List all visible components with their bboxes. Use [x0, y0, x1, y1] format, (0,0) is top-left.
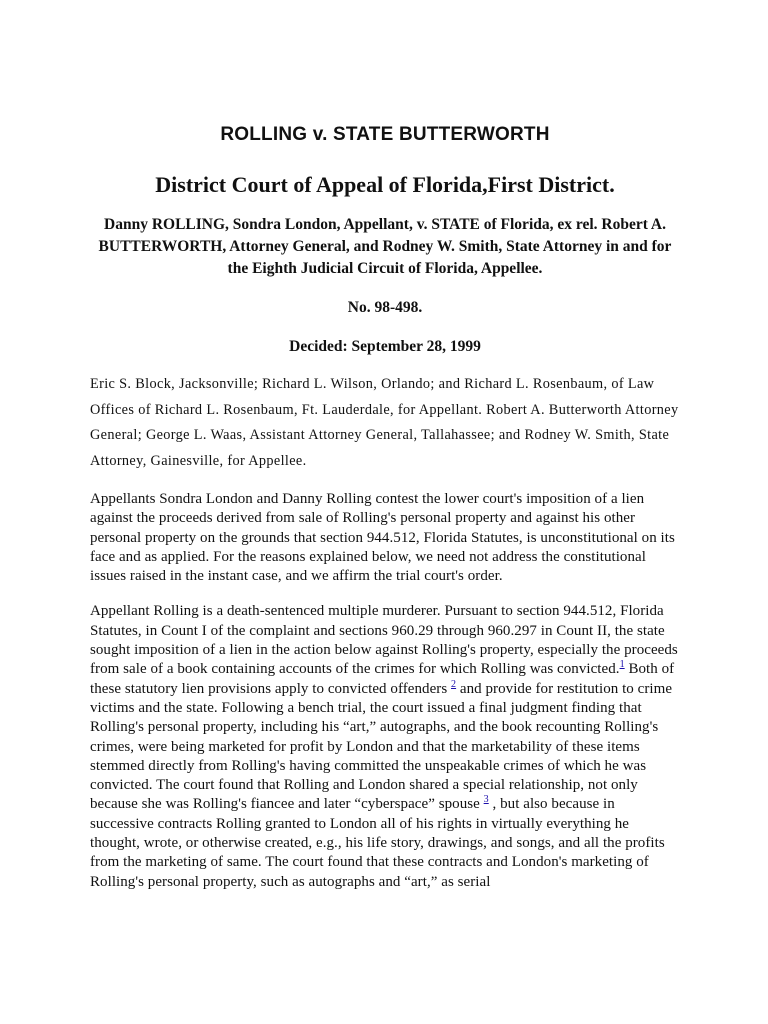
- case-parties: Danny ROLLING, Sondra London, Appellant, v. STATE of Florida, ex rel. Robert A. BUTTERWORTH, Attorney General, and Rodney W. Smith, State Attorney in and for the Eighth Judicial Circuit of Florida, Appellee.: [98, 216, 672, 277]
- paragraph-text: Both of these statutory lien provisions apply to convicted offenders: [90, 661, 675, 697]
- paragraph-text: and provide for restitution to crime victims and the state. Following a bench trial, the court issued a final judgment finding that Rolling's personal property, including his “art,” autographs, and the book recounting Rolling's crimes, were being marketed for profit by London and that the marketability of these items stemmed directly from Rolling's having committed the unspeakable crimes of which he was convicted. The court found that Rolling and London shared a special relationship, not only because she was Rolling's fiancee and later “cyberspace” spouse: [90, 680, 673, 813]
- opinion-paragraph-2: [90, 602, 680, 891]
- decision-date: Decided: September 28, 1999: [289, 338, 481, 355]
- footnote-link-3[interactable]: 3: [483, 794, 489, 806]
- counsel-listing: Eric S. Block, Jacksonville; Richard L. Wilson, Orlando; and Richard L. Rosenbaum, of Law Offices of Richard L. Rosenbaum, Ft. Lauderdale, for Appellant. Robert A. Butterworth Attorney General; George L. Waas, Assistant Attorney General, Tallahassee; and Rodney W. Smith, State Attorney, Gainesville, for Appellee.: [90, 376, 679, 469]
- footnote-link-1[interactable]: 1: [619, 659, 625, 671]
- case-title: ROLLING v. STATE BUTTERWORTH: [220, 124, 550, 145]
- court-name: District Court of Appeal of Florida,First District.: [155, 172, 615, 197]
- paragraph-text: Appellant Rolling is a death-sentenced multiple murderer. Pursuant to section 944.512, Florida Statutes, in Count I of the complaint and sections 960.29 through 960.297 in Count II, the state sought imposition of a lien in the action below against Rolling's property, especially the proceeds from sale of a book containing accounts of the crimes for which Rolling was convicted.: [90, 603, 678, 678]
- paragraph-text: , but also because in successive contracts Rolling granted to London all of his rights in virtually everything he thought, wrote, or otherwise created, e.g., his life story, drawings, and songs, and all the profits from the marketing of same. The court found that these contracts and London's marketing of Rolling's personal property, such as autographs and “art,” as serial: [90, 796, 665, 890]
- opinion-paragraph-1: Appellants Sondra London and Danny Rolling contest the lower court's imposition of a lien against the proceeds derived from sale of Rolling's personal property and against his other personal property on the grounds that section 944.512, Florida Statutes, is unconstitutional on its face and as applied. For the reasons explained below, we need not address the constitutional issues raised in the instant case, and we affirm the trial court's order.: [90, 491, 675, 585]
- footnote-link-2[interactable]: 2: [451, 678, 457, 690]
- docket-number: No. 98-498.: [347, 299, 423, 316]
- document-page: [90, 120, 680, 907]
